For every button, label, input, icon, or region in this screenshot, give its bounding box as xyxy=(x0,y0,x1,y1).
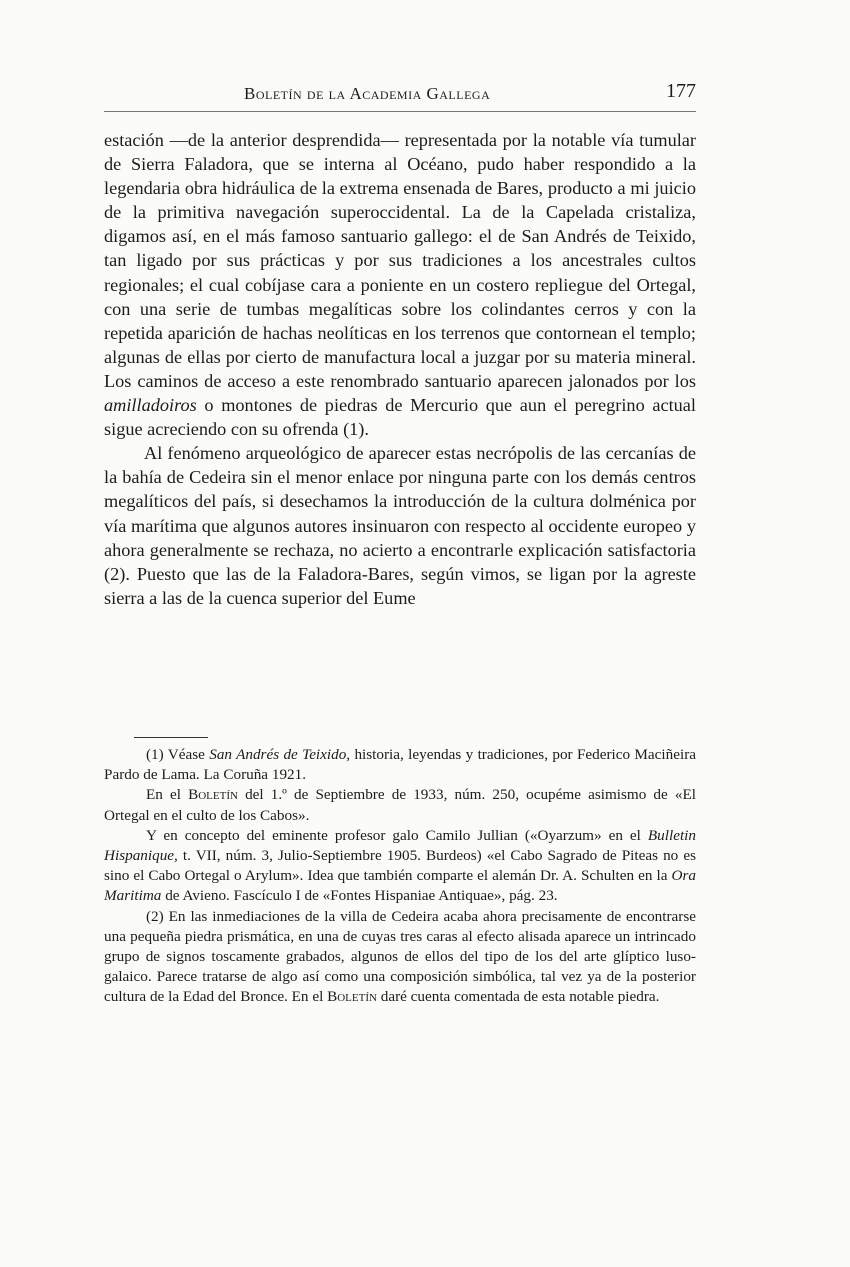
footnote-1-para-3 xyxy=(104,826,696,907)
footnote-2-text-a: (2) En las inmediaciones de la villa de Cedeira acaba ahora precisamente de encontrarse una pequeña piedra prismática, en una de cuyas tres caras al efecto alisada aparece un intrincado grupo de signos toscamente grabados, algunos de ellos del tipo de los del arte glíptico luso-galaico. Parece tratarse de algo así como una composición simbólica, tal vez ya de la posterior cultura de la Edad del Bronce. En el xyxy=(104,907,696,1006)
footnote-1-text-a: (1) Véase xyxy=(146,746,210,763)
footnote-1-para-3-text-b: t. VII, núm. 3, Julio-Septiembre 1905. Burdeos) «el Cabo Sagrado de Piteas no es sino el Cabo Ortegal o Arylum». Idea que también comparte el alemán Dr. A. Schulten en la xyxy=(104,847,696,885)
footnote-1 xyxy=(104,745,696,785)
footnote-1-text-b: historia, leyendas y tradiciones, por Federico Maciñeira Pardo de Lama. La Coruña 1921. xyxy=(104,746,696,784)
footnote-1-para-3-italic-2: Ora Maritima xyxy=(104,867,696,905)
footnote-1-para-3-italic: Bulletin Hispanique, xyxy=(104,826,696,865)
footnote-1-para-2-text-a: En el xyxy=(146,786,189,804)
footnote-2-smallcaps: Boletín xyxy=(327,988,377,1006)
main-text xyxy=(104,128,696,610)
footnote-1-italic: San Andrés de Teixido, xyxy=(209,746,351,763)
running-title: Boletín de la Academia Gallega xyxy=(244,84,491,103)
footnote-2-text-b: daré cuenta comentada de esta notable piedra. xyxy=(376,988,660,1006)
footnotes xyxy=(104,745,696,1008)
paragraph-1-text-a: estación —de la anterior desprendida— representada por la notable vía tumular de Sierra Faladora, que se interna al Océano, pudo haber respondido a la legendaria obra hidráulica de la extrema ensenada de Bares, producto a mi juicio de la primitiva navegación superoccidental. La de la Capelada cristaliza, digamos así, en el más famoso santuario gallego: el de San Andrés de Teixido, tan ligado por sus prácticas y por sus tradiciones a los ancestrales cultos regionales; el cual cobíjase cara a poniente en un costero repliegue del Ortegal, con una serie de tumbas megalíticas sobre los colindantes cerros y con la repetida aparición de hachas neolíticas en los terrenos que contornean el templo; algunas de ellas por cierto de manufactura local a juzgar por su materia mineral. Los caminos de acceso a este renombrado santuario aparecen jalonados por los xyxy=(104,130,696,391)
footnote-1-para-3-text-c: de Avieno. Fascículo I de «Fontes Hispaniae Antiquae», pág. 23. xyxy=(161,887,558,905)
paragraph-1 xyxy=(104,128,696,441)
paragraph-1-text-b: o montones de piedras de Mercurio que aun el peregrino actual sigue acreciendo con su ofrenda (1). xyxy=(104,395,696,440)
footnote-2 xyxy=(104,907,696,1008)
paragraph-2: Al fenómeno arqueológico de aparecer estas necrópolis de las cercanías de la bahía de Cedeira sin el menor enlace por ninguna parte con los demás centros megalíticos del país, si desechamos la introducción de la cultura dolménica por vía marítima que algunos autores insinuaron con respecto al occidente europeo y ahora generalmente se rechaza, no acierto a encontrarle explicación satisfactoria (2). Puesto que las de la Faladora-Bares, según vimos, se ligan por la agreste sierra a las de la cuenca superior del Eume xyxy=(104,443,696,608)
footnote-rule xyxy=(134,737,208,738)
paragraph-1-italic: amilladoiros xyxy=(104,395,197,416)
footnote-1-para-2-smallcaps: Boletín xyxy=(188,786,238,804)
header-rule xyxy=(104,111,696,112)
page-number: 177 xyxy=(666,80,696,102)
footnote-1-para-2-text-b: del 1.º de Septiembre de 1933, núm. 250, ocupéme asimismo de «El Ortegal en el culto de los Cabos». xyxy=(104,786,696,824)
footnote-1-para-2 xyxy=(104,785,696,825)
footnote-1-para-3-text-a: Y en concepto del eminente profesor galo Camilo Jullian («Oyarzum» en el xyxy=(146,826,648,844)
page-header xyxy=(104,80,696,110)
